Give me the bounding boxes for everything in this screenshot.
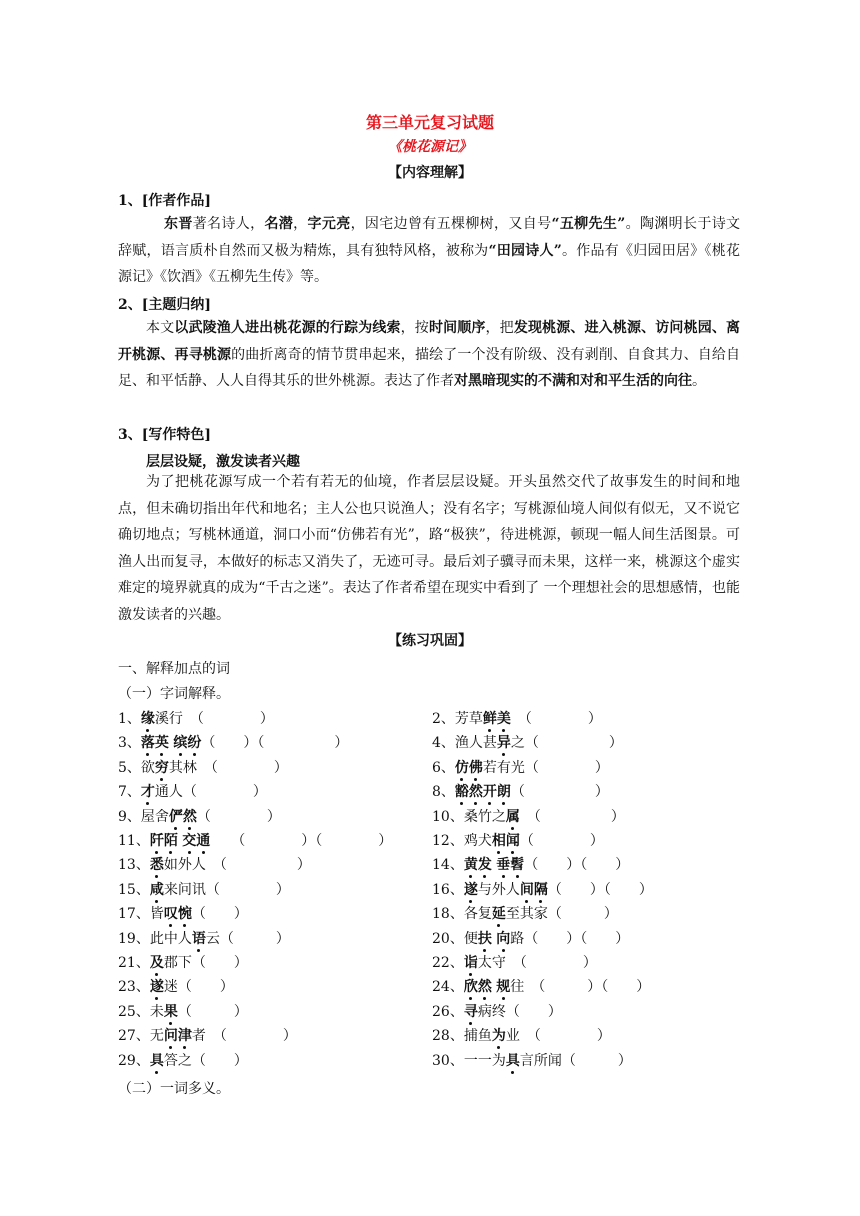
text-run: 著名诗人， [192,216,265,232]
item-text: 其林 （ ） [168,759,288,776]
item-text: （ ） [191,906,248,923]
exercise-item [432,879,653,899]
item-text: 病终（ ） [477,1003,562,1020]
item-text: 之（ ） [510,735,623,752]
item-text: 云（ ） [205,930,290,947]
dotted-char: 穷 [154,759,169,776]
text-run: ，把 [485,320,514,336]
bold-text: 对黑暗现实的不满和对和平生活的向往 [454,373,692,389]
exercise-item [432,1001,562,1021]
item-text: 来问讯（ ） [163,881,290,898]
item-text: （ ）（ ） [210,833,393,849]
dotted-char: 开 [482,784,497,801]
dotted-char: 豁 [454,784,469,801]
exercise-item [118,708,274,728]
dotted-char: 然 [468,784,483,801]
item-text: 22、 [432,955,464,971]
dotted-char: 为 [491,1028,506,1045]
item-text: 9、屋舍 [118,808,169,825]
dotted-char: 及 [149,955,164,971]
item-text: 2、芳草 [432,711,483,727]
dotted-char: 交 [182,833,197,849]
item-text: （ ） [510,784,609,801]
exercise-item [432,854,629,874]
dotted-char: 寻 [463,1003,478,1020]
dotted-char: 向 [496,930,511,947]
section-heading-practice: 【练习巩固】 [388,633,472,649]
text-run: ， [293,216,308,232]
dotted-char: 隔 [533,881,548,898]
paragraph-theme [118,315,740,395]
paragraph-features: 为了把桃花源写成一个若有若无的仙境，作者层层设疑。开头虽然交代了故事发生的时间和地点，但未确切指出年代和地名；主人公也只说渔人；没有名字；写桃源仙境人间似有似无，又不说它确切地点；写桃林通道，洞口小而“仿佛若有光”，路“极狭”，待进桃源，顿现一幅人间生活图景。可渔人出而复寻，本做好的标志又消失了，无迹可寻。最后刘子骥寻而未果，这样一来，桃源这个虚实难定的境界就真的成为“千古之迷”。表达了作者希望在现实中看到了 一个理想社会的思想感情，也能激发读者的兴趣。 [118,474,740,623]
text-run: 。陶渊明长于诗文辞赋，语言质朴自然而又极为精炼，具有独特风格，被称为 [118,216,741,259]
exercise-item [432,708,602,728]
dotted-char: 规 [496,979,511,996]
bold-text: 发现桃源、进入桃源、访问桃园、离开桃源、再寻桃源 [118,320,741,363]
dotted-char: 问 [163,1028,178,1045]
item-text: 6、 [432,759,455,776]
dotted-char: 津 [177,1028,192,1045]
exercise-item [118,903,248,923]
item-text: 24、 [432,979,464,996]
exercise-item [432,976,650,996]
item-text: 25、未 [118,1003,164,1020]
item-text: （ ） [510,711,602,727]
dotted-char: 垂 [496,857,511,874]
document-title: 第三单元复习试题 [365,113,494,132]
item-text: （ ） [519,808,625,825]
item-text: 至其家（ ） [505,906,618,923]
exercise-item [118,757,288,777]
text-run: 的曲折离奇的情节贯串起来，描绘了一个没有阶级、没有剥削、自食其力、自给自足、和平恬静、人人自得其乐的世外桃源。表达了作者 [118,346,741,389]
bold-text: 以武陵渔人进出桃花源的行踪为线索 [174,320,401,336]
item-text: 7、 [118,784,141,801]
bold-text: 时间顺序 [428,320,486,336]
exercise-item [432,806,625,826]
item-text: 者 （ ） [191,1028,297,1045]
dotted-char: 落 [140,735,155,752]
item-text: 如外人 （ ） [163,857,311,874]
dotted-char: 缤 [173,735,188,752]
item-text: 29、 [118,1052,150,1069]
exercise-item [118,1001,248,1021]
dotted-char: 延 [491,906,506,923]
dotted-char: 通 [196,833,211,849]
exercise-item [432,1050,632,1070]
item-text: 23、 [118,979,150,996]
item-text: 27、无 [118,1028,164,1045]
bold-text: “五柳先生” [551,216,626,232]
text-run: 本文 [146,320,175,336]
dotted-char: 具 [149,1052,164,1069]
bold-text: 东晋 [164,216,193,232]
text-run: 。 [692,373,706,389]
document-subtitle: 《桃花源记》 [388,139,472,155]
item-text: （ ）（ ） [547,881,653,898]
item-text: 通人（ ） [154,784,267,801]
dotted-char: 遂 [463,881,478,898]
item-text: 13、 [118,857,150,874]
item-text: 19、此中人 [118,930,192,947]
item-text: 14、 [432,857,464,874]
item-text: 业 （ ） [505,1028,611,1045]
exercise-subheading-polysemy: （二）一词多义。 [118,1081,230,1097]
item-text: 言所闻（ ） [519,1052,632,1069]
dotted-char: 纷 [187,735,202,752]
exercise-item [432,903,618,923]
dotted-char: 仿 [454,759,469,776]
exercise-item [118,952,248,972]
dotted-char: 黄 [463,857,478,874]
dotted-char: 具 [505,1052,520,1069]
dotted-char: 悉 [149,857,164,874]
dotted-char: 果 [163,1003,178,1020]
dotted-char: 扶 [477,930,492,947]
item-text: 路（ ）（ ） [510,930,630,947]
dotted-char: 陌 [163,833,178,849]
exercise-item [432,757,609,777]
text-run: ，按 [400,320,429,336]
dotted-char: 才 [140,784,155,801]
item-text: 若有光（ ） [482,759,609,776]
text-run: ，因宅边曾有五棵柳树，又自号 [350,216,552,232]
item-text: 1、 [118,711,141,727]
item-text: 迷（ ） [163,979,234,996]
dotted-char: 间 [519,881,534,898]
bold-text: “田园诗人” [488,242,562,259]
exercise-item [118,976,234,996]
item-text: 4、渔人甚 [432,735,497,752]
item-text: 28、捕鱼 [432,1028,492,1045]
item-text: 17、皆 [118,906,164,923]
dotted-char: 遂 [149,979,164,996]
dotted-char: 叹 [163,906,178,923]
item-text: （ ）（ ） [201,735,349,752]
item-text: （ ）（ ） [524,857,630,874]
exercise-item [432,830,604,850]
exercise-item [118,879,290,899]
exercise-item [432,928,629,948]
exercise-item [118,854,311,874]
item-text: 往 （ ）（ ） [510,979,651,996]
item-text: 8、 [432,784,455,801]
exercise-item [432,952,597,972]
dotted-char: 闻 [505,833,520,849]
exercise-heading: 一、解释加点的词 [118,661,230,677]
feature-subheading: 层层设疑，激发读者兴趣 [146,454,300,470]
dotted-char: 阡 [149,833,164,849]
dotted-char: 缘 [140,711,155,727]
item-text: 答之（ ） [163,1052,248,1069]
item-text: 30、一一为 [432,1052,506,1069]
text-run: 。作品有《归园田居》《桃花源记》《饮酒》《五柳先生传》等。 [118,242,740,285]
dotted-char: 英 [154,735,169,752]
item-text: （ ） [519,833,604,849]
item-text: 12、鸡犬 [432,833,492,849]
dotted-char: 语 [191,930,206,947]
item-text: 5、欲 [118,759,155,776]
item-text: 21、 [118,955,150,971]
dotted-char: 属 [505,808,520,825]
dotted-char: 欣 [463,979,478,996]
exercise-item [118,928,290,948]
item-text: 溪行 （ ） [154,711,274,727]
dotted-char: 髫 [510,857,525,874]
dotted-char: 佛 [468,759,483,776]
dotted-char: 朗 [496,784,511,801]
exercise-item [118,806,281,826]
dotted-char: 俨 [168,808,183,825]
item-text: 11、 [118,833,150,849]
item-text: 16、 [432,881,464,898]
dotted-char: 发 [477,857,492,874]
item-text: 郡下（ ） [163,955,248,971]
dotted-char: 异 [496,735,511,752]
item-text: 18、各复 [432,906,492,923]
exercise-item [118,830,392,850]
dotted-char: 惋 [177,906,192,923]
exercise-item [118,1050,248,1070]
exercise-item [432,732,623,752]
item-text: 15、 [118,881,150,898]
dotted-char: 咸 [149,881,164,898]
exercise-item [118,732,348,752]
exercise-item [432,781,609,801]
section-heading-content: 【内容理解】 [388,165,472,181]
item-text: 太守 （ ） [477,955,597,971]
bold-text: 名潜 [264,216,294,232]
item-text: 10、桑竹之 [432,808,506,825]
item-text: 26、 [432,1003,464,1020]
dotted-char: 然 [477,979,492,996]
paragraph-author [118,211,740,291]
dotted-char: 相 [491,833,506,849]
item-text: 20、便 [432,930,478,947]
heading-features: 3、[写作特色] [118,427,211,443]
exercise-item [118,1025,297,1045]
dotted-char: 然 [182,808,197,825]
item-text: （ ） [196,808,281,825]
heading-theme: 2、[主题归纳] [118,297,211,313]
dotted-char: 美 [496,711,511,727]
item-text: 3、 [118,735,141,752]
item-text: （ ） [177,1003,248,1020]
dotted-char: 诣 [463,955,478,971]
item-text: 与外人 [477,881,520,898]
exercise-subheading-words: （一）字词解释。 [118,686,230,702]
heading-author: 1、[作者作品] [118,193,211,209]
dotted-char: 鲜 [482,711,497,727]
bold-text: 字元亮 [307,216,351,232]
exercise-item [118,781,267,801]
exercise-item [432,1025,611,1045]
